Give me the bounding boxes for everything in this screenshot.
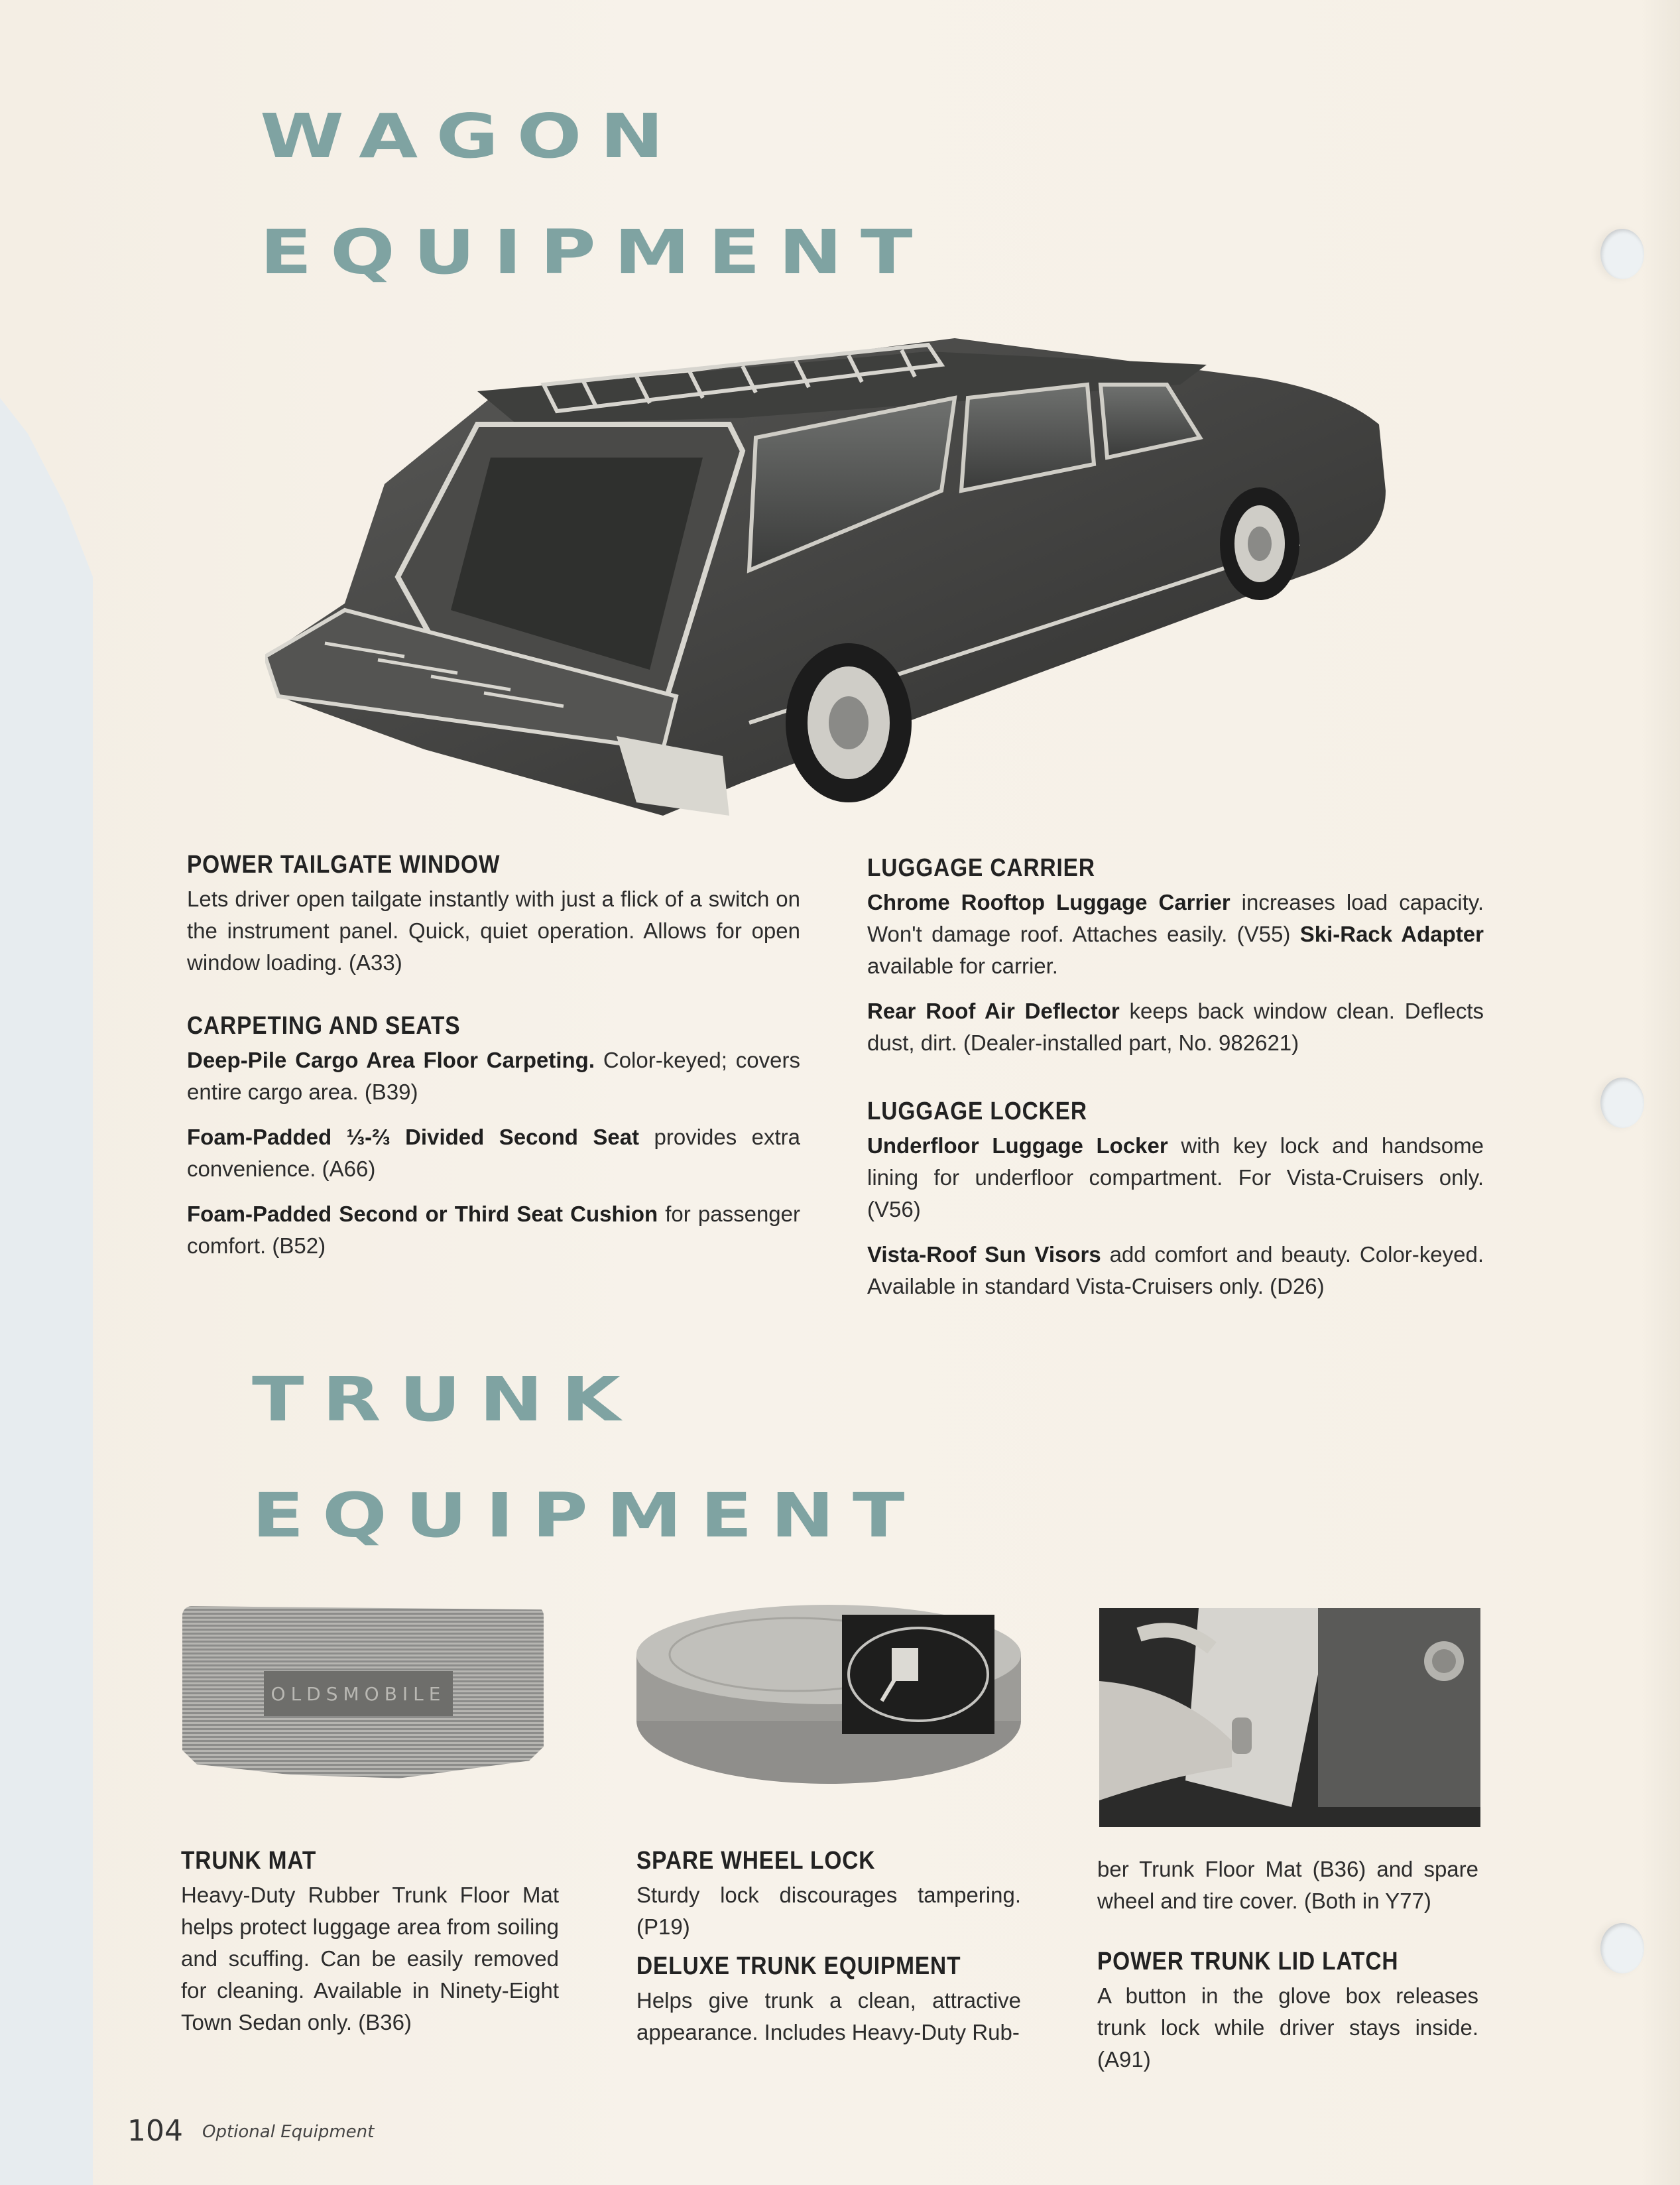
- section-body: Sturdy lock discourages tampering. (P19): [636, 1883, 1021, 1939]
- section-body: Lets driver open tailgate instantly with just a flick of a switch on the instrument panel. Quick, quiet operation. Allows for open window loading. (A33): [187, 887, 800, 975]
- section-spare-wheel-lock: [636, 1847, 1021, 1950]
- station-wagon-photo: [265, 325, 1392, 829]
- wagon-heading-line1: WAGON: [260, 101, 682, 172]
- item-rear-roof-air-deflector: Rear Roof Air Deflector keeps back window clean. Deflects dust, dirt. (Dealer-installed part, No. 982621): [867, 999, 1484, 1055]
- trunk-heading-line1: TRUNK: [252, 1364, 639, 1435]
- footer-section-label: Optional Equipment: [202, 2122, 375, 2142]
- section-title: SPARE WHEEL LOCK: [636, 1847, 876, 1875]
- section-trunk-mat: [181, 1847, 559, 2052]
- wagon-heading-line2: EQUIPMENT: [260, 217, 931, 288]
- section-deluxe-trunk-equipment: [636, 1952, 1021, 2062]
- section-carpeting-and-seats: [187, 1012, 800, 1275]
- item-seat-cushion: Foam-Padded Second or Third Seat Cushion for passenger comfort. (B52): [187, 1202, 800, 1258]
- binder-hole-top: [1600, 229, 1644, 279]
- section-luggage-carrier: [867, 854, 1484, 1072]
- section-deluxe-trunk-continued: [1097, 1853, 1478, 1930]
- section-title: TRUNK MAT: [181, 1847, 317, 1875]
- page-number: 104: [127, 2114, 183, 2148]
- section-body-part2: ber Trunk Floor Mat (B36) and spare wheel and tire cover. (Both in Y77): [1097, 1857, 1478, 1913]
- section-power-tailgate-window: [187, 851, 800, 992]
- section-title: DELUXE TRUNK EQUIPMENT: [636, 1952, 961, 1980]
- torn-tab-edge: [0, 398, 93, 2185]
- page-edge-shadow: [1640, 0, 1680, 2185]
- section-title: LUGGAGE CARRIER: [867, 854, 1095, 882]
- item-vista-roof-sun-visors: Vista-Roof Sun Visors add comfort and beauty. Color-keyed. Available in standard Vista-Cruisers only. (D26): [867, 1242, 1484, 1298]
- binder-hole-bottom: [1600, 1923, 1644, 1973]
- binder-hole-middle: [1600, 1078, 1644, 1128]
- item-cargo-carpeting: Deep-Pile Cargo Area Floor Carpeting. Color-keyed; covers entire cargo area. (B39): [187, 1048, 800, 1104]
- section-body: A button in the glove box releases trunk lock while driver stays inside. (A91): [1097, 1983, 1478, 2072]
- power-trunk-latch-photo: [1099, 1608, 1480, 1827]
- spare-wheel-lock-photo: [630, 1601, 1041, 1787]
- item-divided-second-seat: Foam-Padded ⅓-⅔ Divided Second Seat provides extra convenience. (A66): [187, 1125, 801, 1181]
- section-body-part1: Helps give trunk a clean, attractive appearance. Includes Heavy-Duty Rub-: [636, 1988, 1021, 2044]
- item-rooftop-luggage-carrier: Chrome Rooftop Luggage Carrier increases load capacity. Won't damage roof. Attaches easily. (V55) Ski-Rack Adapter available for carrier.: [867, 890, 1484, 978]
- item-underfloor-luggage-locker: Underfloor Luggage Locker with key lock and handsome lining for underfloor compartment. For Vista-Cruisers only. (V56): [867, 1133, 1484, 1221]
- section-title: POWER TRUNK LID LATCH: [1097, 1948, 1399, 1975]
- trunk-heading-line2: EQUIPMENT: [252, 1480, 923, 1551]
- section-body: Heavy-Duty Rubber Trunk Floor Mat helps protect luggage area from soiling and scuffing. Can be easily removed for cleaning. Available in Ninety-Eight Town Sedan only. (B36): [181, 1883, 559, 2034]
- section-title: CARPETING AND SEATS: [187, 1012, 461, 1040]
- section-title: POWER TAILGATE WINDOW: [187, 851, 501, 879]
- oldsmobile-emblem: OLDSMOBILE: [270, 1682, 446, 1705]
- section-power-trunk-lid-latch: [1097, 1948, 1478, 2089]
- trunk-mat-photo: [182, 1606, 544, 1782]
- section-luggage-locker: [867, 1097, 1484, 1316]
- section-title: LUGGAGE LOCKER: [867, 1097, 1087, 1125]
